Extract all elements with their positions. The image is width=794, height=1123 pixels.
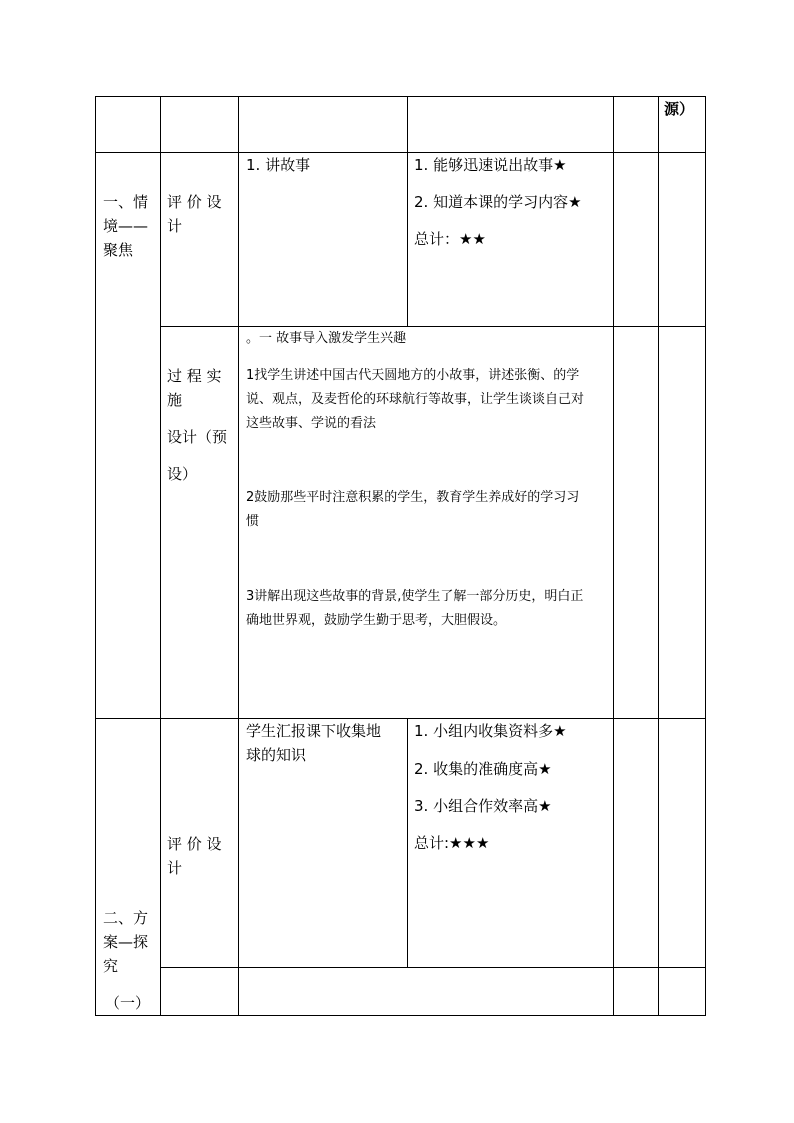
eval-task-line: 球的知识 bbox=[246, 746, 307, 764]
column-divider bbox=[238, 96, 239, 1016]
stage-label-line: 境—— bbox=[103, 217, 149, 235]
process-label-line: 施 bbox=[167, 391, 183, 409]
stage-label-line: 一、情 bbox=[103, 193, 149, 211]
column-divider bbox=[613, 96, 614, 1016]
eval-criterion: 1. 小组内收集资料多★ bbox=[414, 722, 567, 740]
row-divider bbox=[160, 326, 706, 327]
process-label-line: 设） bbox=[167, 465, 198, 483]
eval-criterion: 3. 小组合作效率高★ bbox=[414, 797, 552, 815]
stage-label-line: （一） bbox=[105, 994, 151, 1012]
eval-label-line: 评 价 设 bbox=[167, 193, 222, 211]
eval-task-line: 学生汇报课下收集地 bbox=[246, 722, 382, 740]
process-step-line: 惯 bbox=[246, 514, 260, 529]
eval-total: 总计:★★★ bbox=[414, 834, 490, 852]
eval-label-line: 计 bbox=[167, 217, 183, 235]
row-divider bbox=[95, 152, 706, 153]
process-step-line: 这些故事、学说的看法 bbox=[246, 416, 377, 431]
table-border-bottom bbox=[95, 1015, 706, 1016]
stage-label-line: 聚焦 bbox=[103, 241, 134, 259]
table-border-left bbox=[95, 96, 96, 1016]
header-cell-text: 源） bbox=[664, 100, 695, 118]
eval-criterion: 2. 知道本课的学习内容★ bbox=[414, 193, 582, 211]
row-divider bbox=[160, 967, 706, 968]
eval-criterion: 2. 收集的准确度高★ bbox=[414, 760, 552, 778]
process-step-line: 确地世界观，鼓励学生勤于思考，大胆假设。 bbox=[246, 613, 507, 628]
column-divider bbox=[160, 96, 161, 1016]
process-step-line: 说、观点，及麦哲伦的环球航行等故事，让学生谈谈自己对 bbox=[246, 392, 585, 407]
process-label-line: 设计（预 bbox=[167, 428, 228, 446]
process-step-line: 3讲解出现这些故事的背景,使学生了解一部分历史，明白正 bbox=[246, 589, 584, 604]
stage-label-line: 究 bbox=[103, 957, 119, 975]
process-step-line: 1找学生讲述中国古代天圆地方的小故事，讲述张衡、的学 bbox=[246, 368, 580, 383]
column-divider bbox=[407, 96, 408, 326]
eval-total: 总计：★★ bbox=[414, 230, 486, 248]
stage-label-line: 案—探 bbox=[103, 933, 149, 951]
eval-criterion: 1. 能够迅速说出故事★ bbox=[414, 156, 567, 174]
process-step-line: 2鼓励那些平时注意积累的学生，教育学生养成好的学习习 bbox=[246, 490, 580, 505]
process-label-line: 过 程 实 bbox=[167, 367, 222, 385]
eval-task: 1. 讲故事 bbox=[246, 156, 311, 174]
table-border-top bbox=[95, 96, 706, 97]
column-divider bbox=[407, 718, 408, 967]
process-heading: 。一 故事导入激发学生兴趣 bbox=[246, 331, 407, 346]
stage-label-line: 二、方 bbox=[103, 909, 149, 927]
eval-label-line: 评 价 设 bbox=[167, 835, 222, 853]
column-divider bbox=[658, 96, 659, 1016]
row-divider bbox=[95, 718, 706, 719]
table-border-right bbox=[705, 96, 706, 1016]
eval-label-line: 计 bbox=[167, 859, 183, 877]
